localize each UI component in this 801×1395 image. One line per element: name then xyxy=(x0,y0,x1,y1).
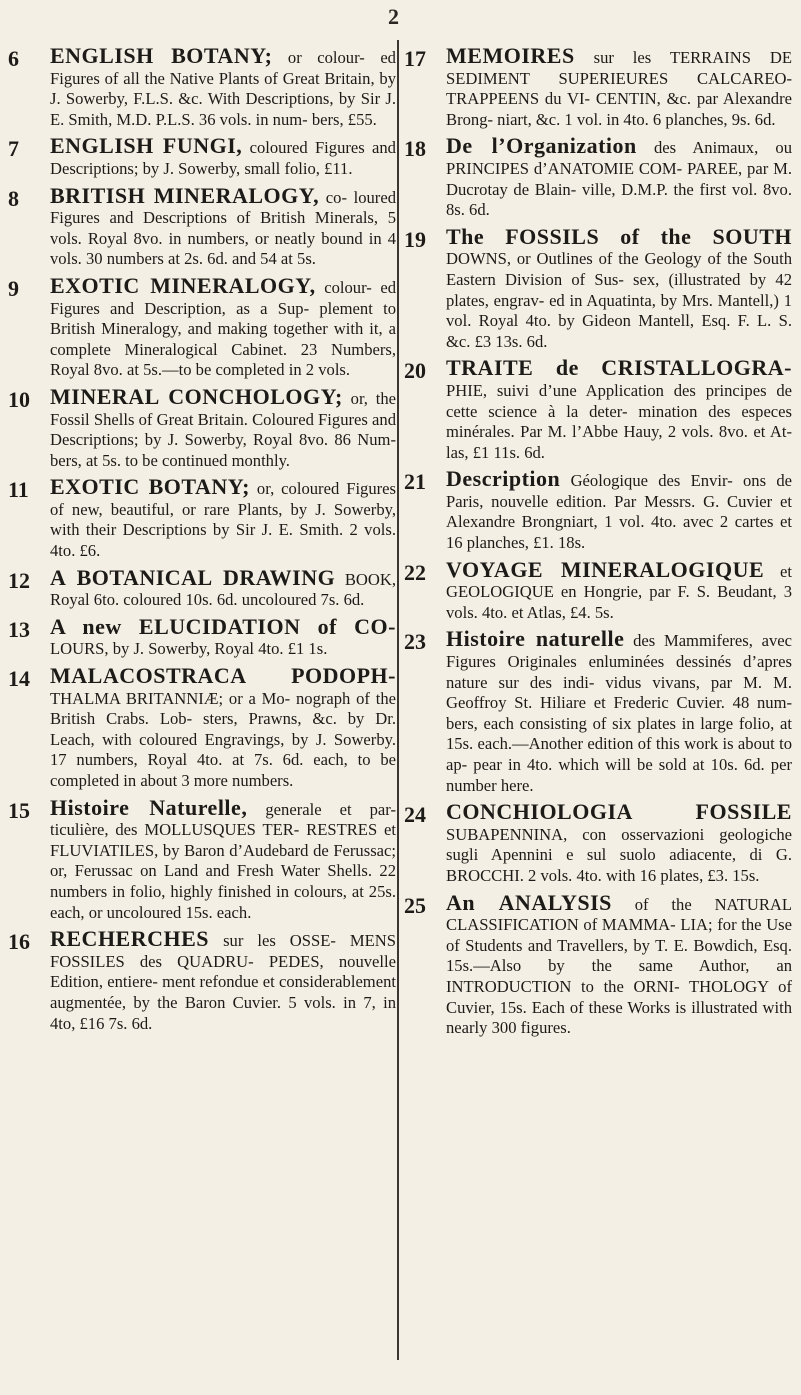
entry-body xyxy=(50,794,396,924)
entry-body xyxy=(50,926,396,1034)
entry-number: 17 xyxy=(404,46,426,71)
entry-description: generale et par- ticulière, des MOLLUSQUES TER- RESTRES et FLUVIATILES, by Baron d’Audebard de Ferussac; or, Ferussac on Land and Fresh Water Shells. 22 numbers in folio, highly finished in colours, at 25s. each, or uncoloured 15s. each. xyxy=(50,799,396,922)
entry-description: THALMA BRITANNIÆ; or a Mo- nograph of the British Crabs. Lob- sters, Prawns, &c. by Dr. Leach, with coloured Engravings, by J. Sowerby. 17 numbers, Royal 4to. at 7s. 6d. each, to be completed in about 3 more numbers. xyxy=(50,688,396,790)
entry-title: MINERAL CONCHOLOGY; xyxy=(50,383,343,409)
entry-title: A BOTANICAL DRAWING xyxy=(50,564,336,590)
entry-body xyxy=(50,383,396,471)
entry-number: 22 xyxy=(404,559,426,585)
entry-title: MEMOIRES xyxy=(446,43,575,68)
entry-number: 13 xyxy=(8,616,30,642)
left-column xyxy=(8,43,396,1040)
catalogue-entry xyxy=(8,926,396,1034)
entry-number: 7 xyxy=(8,136,19,162)
entry-description: colour- ed Figures and Description, as a Sup- plement to British Mineralogy, and making together with it, a complete Mineralogical Cabinet. 23 Numbers, Royal 8vo. at 5s.—to be completed in 2 vols. xyxy=(50,277,396,380)
entry-body xyxy=(446,133,792,220)
entry-title: EXOTIC MINERALOGY, xyxy=(50,272,316,298)
entry-number: 11 xyxy=(8,477,29,503)
entry-number: 25 xyxy=(404,892,426,918)
entry-title: ENGLISH BOTANY; xyxy=(50,43,273,68)
entry-body xyxy=(50,474,396,561)
entry-description: coloured Figures and Descriptions; by J. Sowerby, small folio, £11. xyxy=(50,138,396,178)
catalogue-entry xyxy=(404,889,793,1039)
page-number: 2 xyxy=(388,4,399,29)
entry-number: 18 xyxy=(404,136,426,162)
entry-title: The FOSSILS of the SOUTH xyxy=(446,223,792,249)
entry-description: co- loured Figures and Descriptions of British Minerals, 5 vols. Royal 8vo. in numbers, or neatly bound in 4 vols. 30 numbers at 2s. 6d. and 54 at 5s. xyxy=(50,187,396,269)
entry-body xyxy=(50,272,396,381)
entry-body xyxy=(446,355,792,463)
entry-description: et GEOLOGIQUE en Hongrie, par F. S. Beudant, 3 vols. 4to. et Atlas, £4. 5s. xyxy=(446,561,792,622)
catalogue-entry xyxy=(404,799,792,886)
entry-number: 14 xyxy=(8,666,30,692)
catalogue-entry xyxy=(8,133,396,179)
entry-description: SUBAPENNINA, con osservazioni geologiche sugli Apennini e sul suolo adiacente, di G. BROCCHI. 2 vols. 4to. with 16 plates, £3. 15s. xyxy=(446,824,792,885)
entry-number: 16 xyxy=(8,929,30,955)
entry-body xyxy=(446,626,792,796)
entry-title: A new ELUCIDATION of CO- xyxy=(50,613,396,639)
catalogue-entry xyxy=(8,474,396,561)
entry-body xyxy=(50,43,396,130)
entry-description: or colour- ed Figures of all the Native Plants of Great Britain, by J. Sowerby, F.L.S. &c. With Descriptions, by Sir J. E. Smith, M.D. P.L.S. 36 vols. in num- bers, £55. xyxy=(50,48,396,129)
entry-title: CONCHIOLOGIA FOSSILE xyxy=(446,799,792,825)
catalogue-entry xyxy=(8,794,396,924)
catalogue-entry xyxy=(404,355,792,463)
entry-title: An ANALYSIS xyxy=(446,889,612,915)
entry-body xyxy=(446,43,793,130)
entry-title: ENGLISH FUNGI, xyxy=(50,133,243,159)
catalogue-entry xyxy=(404,133,792,220)
entry-description: des Mammiferes, avec Figures Originales enluminées dessinés d’apres nature sur des indi- vidus vivans, par M. M. Geoffroy St. Hiliare et Frederic Cuvier. 48 num- bers, each consisting of six plates in large folio, at 15s. each.—Another edition of this work is about to ap- pear in 4to. which will be sold at 10s. 6d. per number here. xyxy=(446,631,792,795)
entry-number: 10 xyxy=(8,386,30,412)
entry-number: 24 xyxy=(404,802,426,828)
entry-number: 9 xyxy=(8,275,19,301)
entry-number: 19 xyxy=(404,226,426,252)
entry-body xyxy=(50,663,396,792)
entry-title: VOYAGE MINERALOGIQUE xyxy=(446,556,765,582)
entry-title: Histoire naturelle xyxy=(446,626,625,652)
catalogue-entry xyxy=(404,43,793,130)
entry-description: or, coloured Figures of new, beautiful, or rare Plants, by J. Sowerby, with their Descriptions by Sir J. E. Smith. 2 vols. 4to. £6. xyxy=(50,479,396,561)
entry-title: De l’Organization xyxy=(446,133,637,159)
entry-title: EXOTIC BOTANY; xyxy=(50,474,250,500)
entry-description: sur les OSSE- MENS FOSSILES des QUADRU- PEDES, nouvelle Edition, entiere- ment refondue et considerablement augmentée, by the Baron Cuvier. 5 vols. in 7, in 4to, £16 7s. 6d. xyxy=(50,931,396,1033)
entry-body xyxy=(446,889,793,1039)
entry-description: of the NATURAL CLASSIFICATION of MAMMA- LIA; for the Use of Students and Travellers, by T. E. Bowdich, Esq. 15s.—Also by the same Author, an INTRODUCTION to the ORNI- THOLOGY of Cuvier, 15s. Each of these Works is illustrated with nearly 300 figures. xyxy=(446,894,793,1038)
entry-body xyxy=(446,466,793,553)
entry-number: 20 xyxy=(404,358,426,384)
entry-body xyxy=(50,564,396,611)
entry-description: LOURS, by J. Sowerby, Royal 4to. £1 1s. xyxy=(50,639,328,659)
entry-body xyxy=(50,182,396,270)
column-divider xyxy=(397,40,399,1360)
entry-description: Géologique des Envir- ons de Paris, nouvelle edition. Par Messrs. G. Cuvier et Alexandre Brongniart, 1 vol. 4to. avec 2 cartes et 16 planches, £1. 18s. xyxy=(446,471,793,553)
entry-title: TRAITE de CRISTALLOGRA- xyxy=(446,355,792,381)
catalogue-entry xyxy=(8,182,396,270)
catalogue-entry xyxy=(8,272,396,381)
entry-title: BRITISH MINERALOGY, xyxy=(50,182,320,208)
entry-description: PHIE, suivi d’une Application des principes de cette science à la deter- mination des especes minérales. Par M. l’Abbe Hauy, 2 vols. 8vo. et At- las, £1 11s. 6d. xyxy=(446,380,792,462)
entry-title: RECHERCHES xyxy=(50,926,210,952)
entry-body xyxy=(446,556,792,624)
catalogue-entry xyxy=(8,383,396,471)
catalogue-entry xyxy=(404,556,792,624)
catalogue-entry xyxy=(404,626,792,796)
entry-number: 8 xyxy=(8,185,19,211)
entry-body xyxy=(50,613,396,660)
entry-description: BOOK, Royal 6to. coloured 10s. 6d. uncoloured 7s. 6d. xyxy=(50,569,396,610)
catalogue-entry xyxy=(404,466,793,553)
catalogue-entry xyxy=(404,223,792,353)
entry-number: 6 xyxy=(8,46,19,71)
entry-title: MALACOSTRACA PODOPH- xyxy=(50,663,396,689)
entry-number: 23 xyxy=(404,629,426,655)
entry-body xyxy=(446,223,792,353)
entry-number: 12 xyxy=(8,567,30,593)
entry-body xyxy=(446,799,792,886)
entry-title: Histoire Naturelle, xyxy=(50,794,248,820)
entry-number: 21 xyxy=(404,469,426,495)
entry-body xyxy=(50,133,396,179)
entry-title: Description xyxy=(446,466,561,492)
right-column xyxy=(404,43,793,1045)
entry-description: sur les TERRAINS DE SEDIMENT SUPERIEURES CALCAREO-TRAPPEENS du VI- CENTIN, &c. par Alexandre Brong- niart, &c. 1 vol. in 4to. 6 planches, 9s. 6d. xyxy=(446,48,793,129)
entry-number: 15 xyxy=(8,797,30,823)
catalogue-entry xyxy=(8,564,396,611)
catalogue-entry xyxy=(8,43,396,130)
entry-description: or, the Fossil Shells of Great Britain. Coloured Figures and Descriptions; by J. Sowerby, Royal 8vo. 86 Num- bers, at 5s. to be continued monthly. xyxy=(50,388,396,470)
entry-description: DOWNS, or Outlines of the Geology of the South Eastern Division of Sus- sex, (illustrated by 42 plates, engrav- ed in Aquatinta, by Mrs. Mantell,) 1 vol. Royal 4to. by Gideon Mantell, Esq. F. L. S. &c. £3 13s. 6d. xyxy=(446,249,792,351)
entry-description: des Animaux, ou PRINCIPES d’ANATOMIE COM- PAREE, par M. Ducrotay de Blain- ville, D.M.P. the first vol. 8vo. 8s. 6d. xyxy=(446,138,792,220)
catalogue-entry xyxy=(8,613,396,660)
catalogue-entry xyxy=(8,663,396,792)
